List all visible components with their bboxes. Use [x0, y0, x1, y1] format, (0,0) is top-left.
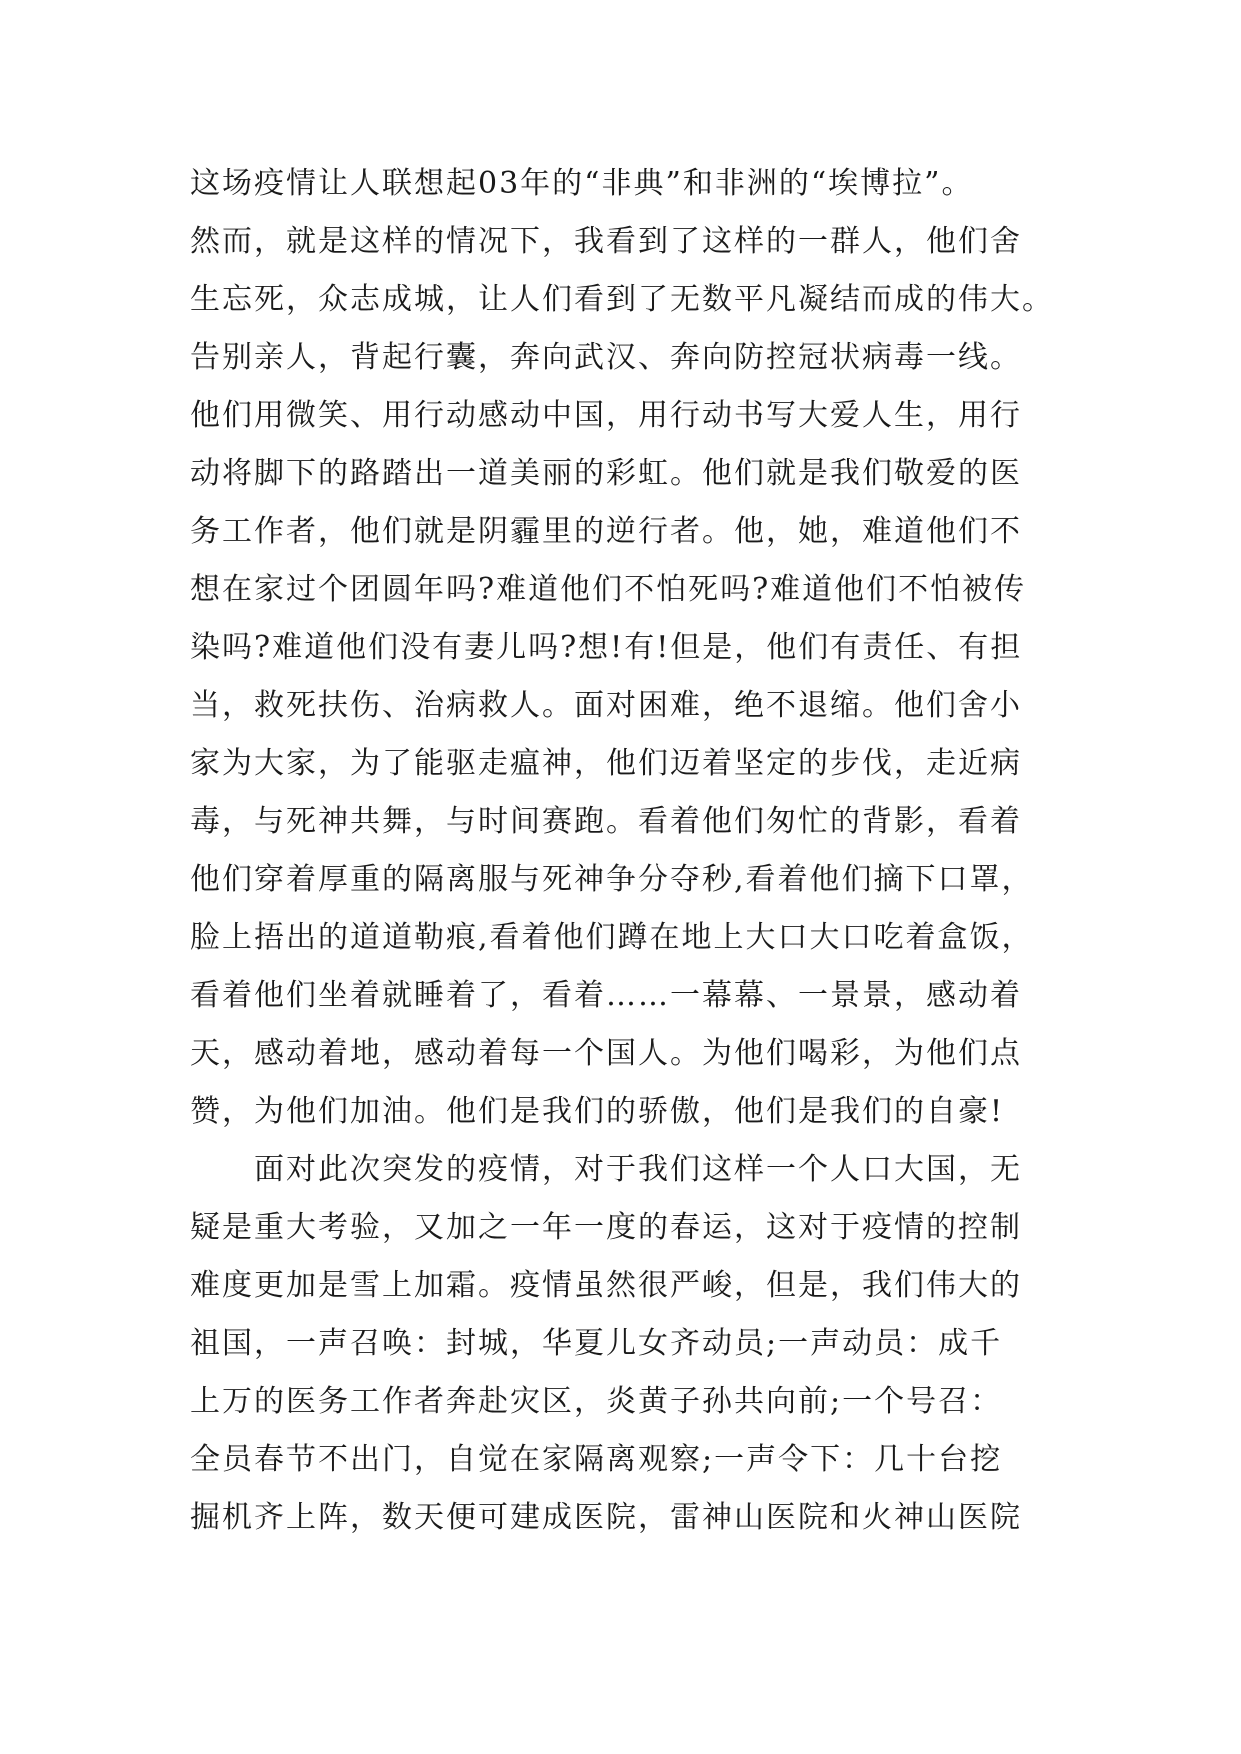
text-line: 天，感动着地，感动着每一个国人。为他们喝彩，为他们点 [190, 1036, 1022, 1071]
paragraph-1 [190, 155, 1060, 1141]
text-line: 他们穿着厚重的隔离服与死神争分夺秒,看着他们摘下口罩， [190, 862, 1034, 897]
text-line: 全员春节不出门，自觉在家隔离观察;一声令下：几十台挖 [190, 1442, 1003, 1477]
text-line: 生忘死，众志成城，让人们看到了无数平凡凝结而成的伟大。 [190, 282, 1054, 317]
text-line: 家为大家，为了能驱走瘟神，他们迈着坚定的步伐，走近病 [190, 746, 1022, 781]
text-line: 他们用微笑、用行动感动中国，用行动书写大爱人生，用行 [190, 398, 1022, 433]
document-body [190, 155, 1060, 1547]
text-line: 看着他们坐着就睡着了，看着……一幕幕、一景景，感动着 [190, 978, 1022, 1013]
text-line: 当，救死扶伤、治病救人。面对困难，绝不退缩。他们舍小 [190, 688, 1022, 723]
text-line: 毒，与死神共舞，与时间赛跑。看着他们匆忙的背影，看着 [190, 804, 1022, 839]
text-line: 疑是重大考验，又加之一年一度的春运，这对于疫情的控制 [190, 1210, 1022, 1245]
paragraph-2 [190, 1141, 1060, 1547]
text-line: 赞，为他们加油。他们是我们的骄傲，他们是我们的自豪! [190, 1094, 1005, 1129]
text-line: 染吗?难道他们没有妻儿吗?想!有!但是，他们有责任、有担 [190, 630, 1023, 665]
text-line: 这场疫情让人联想起03年的“非典”和非洲的“埃博拉”。 [190, 166, 974, 201]
text-line: 想在家过个团圆年吗?难道他们不怕死吗?难道他们不怕被传 [190, 572, 1027, 607]
text-line: 务工作者，他们就是阴霾里的逆行者。他，她，难道他们不 [190, 514, 1022, 549]
text-line: 动将脚下的路踏出一道美丽的彩虹。他们就是我们敬爱的医 [190, 456, 1022, 491]
text-line: 告别亲人，背起行囊，奔向武汉、奔向防控冠状病毒一线。 [190, 340, 1022, 375]
text-line: 然而，就是这样的情况下，我看到了这样的一群人，他们舍 [190, 224, 1022, 259]
text-line: 上万的医务工作者奔赴灾区，炎黄子孙共向前;一个号召： [190, 1384, 1003, 1419]
text-line: 难度更加是雪上加霜。疫情虽然很严峻，但是，我们伟大的 [190, 1268, 1022, 1303]
text-line: 脸上捂出的道道勒痕,看着他们蹲在地上大口大口吃着盒饭， [190, 920, 1034, 955]
text-line: 祖国，一声召唤：封城，华夏儿女齐动员;一声动员：成千 [190, 1326, 1003, 1361]
text-line-indented: 面对此次突发的疫情，对于我们这样一个人口大国，无 [254, 1152, 1022, 1187]
text-line: 掘机齐上阵，数天便可建成医院，雷神山医院和火神山医院 [190, 1500, 1022, 1535]
